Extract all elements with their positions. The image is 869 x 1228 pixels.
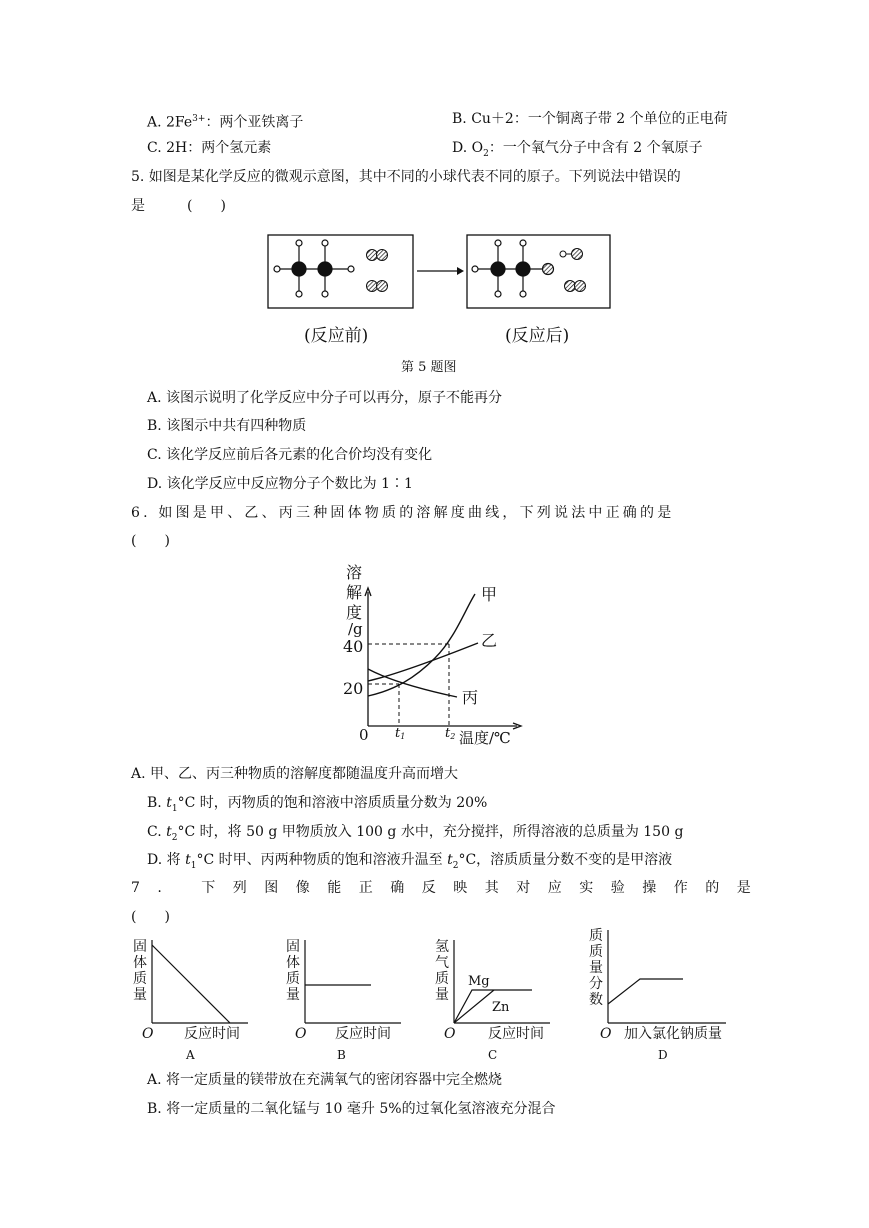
- graph-c: [432, 935, 562, 1063]
- q6-option-b: B. $t_1^\circ C$ 时，丙物质的饱和溶液中溶质质量分数为 20%: [147, 795, 488, 814]
- svg-text:Mg: Mg: [468, 974, 490, 989]
- svg-text:加入氯化钠质量: 加入氯化钠质量: [624, 1026, 722, 1042]
- q7-stem-bracket: ( ): [131, 909, 170, 925]
- svg-text:氢: 氢: [435, 939, 449, 955]
- before-diatomic: [367, 250, 388, 292]
- svg-text:质: 质: [133, 971, 147, 987]
- label-before: (反应前): [304, 326, 369, 346]
- ylabel-2: 度: [346, 603, 363, 622]
- svg-text:C: C: [488, 1048, 498, 1062]
- q7-stem: 7. 下列图像能正确反映其对应实验操作的是: [131, 880, 769, 896]
- curve-yi: [368, 643, 478, 681]
- svg-text:量: 量: [435, 987, 449, 1003]
- svg-text:质: 质: [286, 971, 300, 987]
- svg-text:量: 量: [286, 987, 300, 1003]
- svg-text:质: 质: [589, 944, 603, 960]
- graph-a: [130, 935, 260, 1063]
- svg-text:分: 分: [589, 976, 603, 992]
- before-molecule: [274, 240, 354, 297]
- graph-b: [283, 935, 413, 1063]
- svg-text:O: O: [142, 1026, 154, 1042]
- after-molecule: [472, 240, 554, 297]
- q5-option-b: B. 该图示中共有四种物质: [147, 418, 307, 434]
- q5-option-a: A. 该图示说明了化学反应中分子可以再分，原子不能再分: [147, 390, 503, 406]
- q4-option-d: D. $O_2$：一个氧气分子中含有 2 个氧原子: [452, 140, 703, 159]
- q6-option-c: C. $t_2^\circ C$ 时，将 50 g 甲物质放入 100 g 水中，充分搅拌，所得溶液的总质量为 150 g: [147, 824, 684, 843]
- svg-text:O: O: [295, 1026, 307, 1042]
- ytick-20: 20: [343, 679, 364, 698]
- q7-option-b: B. 将一定质量的二氧化锰与 10 毫升 5%的过氧化氢溶液充分混合: [147, 1101, 556, 1117]
- svg-text:反应时间: 反应时间: [488, 1026, 544, 1042]
- origin-label: 0: [359, 726, 369, 744]
- svg-text:Zn: Zn: [492, 1000, 510, 1015]
- svg-text:质: 质: [589, 928, 603, 944]
- q6-stem: 6. 如图是甲、乙、丙三种固体物质的溶解度曲线，下列说法中正确的是: [131, 505, 675, 521]
- svg-text:固: 固: [133, 939, 147, 955]
- svg-text:O: O: [600, 1026, 612, 1042]
- svg-text:固: 固: [286, 939, 300, 955]
- q4-option-b: B. Cu＋2：一个铜离子带 2 个单位的正电荷: [452, 111, 728, 127]
- figure-caption: 第 5 题图: [401, 360, 457, 375]
- q6-option-a: A. 甲、乙、丙三种物质的溶解度都随温度升高而增大: [131, 766, 459, 782]
- svg-text:数: 数: [589, 992, 603, 1008]
- svg-text:量: 量: [133, 987, 147, 1003]
- solubility-chart: [335, 560, 525, 750]
- svg-text:体: 体: [133, 955, 147, 971]
- q5-stem: 5. 如图是某化学反应的微观示意图，其中不同的小球代表不同的原子。下列说法中错误的: [131, 169, 681, 185]
- svg-text:质: 质: [435, 971, 449, 987]
- q5-option-c: C. 该化学反应前后各元素的化合价均没有变化: [147, 447, 433, 463]
- q6-stem-bracket: ( ): [131, 533, 170, 549]
- curve-jia: [368, 594, 475, 696]
- q7-option-a: A. 将一定质量的镁带放在充满氧气的密闭容器中完全燃烧: [147, 1072, 503, 1088]
- after-diatomic: [565, 281, 586, 292]
- svg-text:B: B: [337, 1048, 346, 1062]
- after-hcl: [560, 249, 583, 260]
- label-after: (反应后): [505, 326, 570, 346]
- svg-text:D: D: [658, 1048, 668, 1062]
- q4-option-c: C. 2H：两个氢元素: [147, 140, 272, 156]
- series-bing: 丙: [462, 688, 479, 707]
- ylabel-0: 溶: [346, 563, 363, 582]
- ytick-40: 40: [343, 637, 364, 656]
- ylabel-1: 解: [346, 583, 363, 602]
- q5-stem-bracket: 是 ( ): [131, 198, 226, 214]
- q4-option-a: A. $2Fe^{3+}$：两个亚铁离子: [147, 114, 304, 131]
- svg-text:O: O: [444, 1026, 456, 1042]
- svg-text:反应时间: 反应时间: [184, 1026, 240, 1042]
- svg-text:量: 量: [589, 960, 603, 976]
- xlabel: 温度/℃: [459, 729, 511, 747]
- q5-option-d: D. 该化学反应中反应物分子个数比为 1∶1: [147, 476, 413, 492]
- svg-text:体: 体: [286, 955, 300, 971]
- q6-option-d: D. 将 $t_1^\circ C$ 时甲、丙两种物质的饱和溶液升温至 $t_2^\circ C$，溶质质量分数不变的是甲溶液: [147, 852, 673, 871]
- t2-label: t2: [445, 726, 456, 741]
- series-yi: 乙: [481, 631, 498, 650]
- graph-d: [586, 926, 746, 1063]
- series-jia: 甲: [481, 585, 498, 604]
- ylabel-3: /g: [348, 620, 363, 638]
- svg-text:反应时间: 反应时间: [335, 1026, 391, 1042]
- svg-text:A: A: [186, 1048, 195, 1062]
- t1-label: t1: [395, 726, 406, 741]
- svg-text:气: 气: [435, 955, 449, 971]
